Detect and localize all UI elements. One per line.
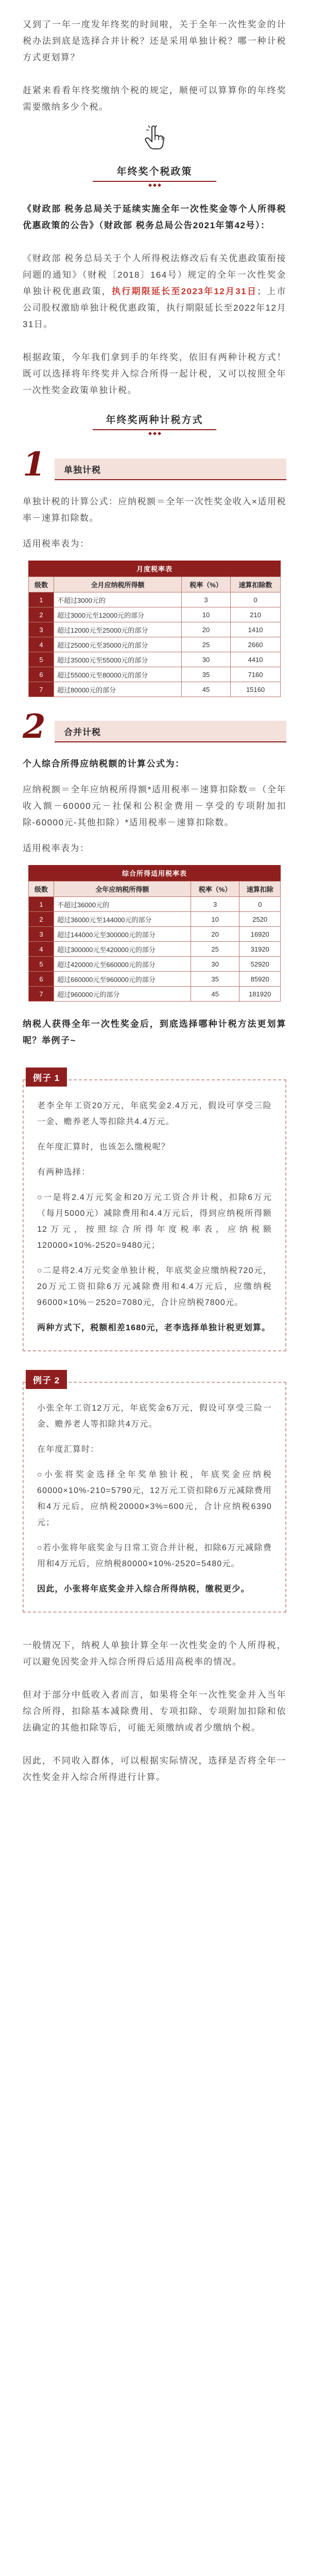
- table-cell: 210: [231, 607, 281, 622]
- method-1-header: [23, 445, 286, 484]
- example-tag: 例子 2: [26, 1370, 67, 1389]
- table-cell: 2660: [231, 637, 281, 652]
- table-cell: 20: [181, 622, 230, 637]
- table-level-cell: 2: [29, 607, 54, 622]
- intro-paragraph-1: 又到了一年一度发年终奖的时间啦，关于全年一次性奖金的计税办法到底是选择合并计税？还是采用单独计税？哪一种计税方式更划算？: [23, 20, 286, 62]
- table-row: [29, 957, 281, 972]
- policy-paragraph-1: 《财政部 税务总局关于延续实施全年一次性奖金等个人所得税优惠政策的公告》（财政部 税务总局公告2021年第42号）：: [23, 204, 286, 230]
- table-cell: 31920: [239, 942, 281, 957]
- table-level-cell: 5: [29, 957, 54, 972]
- table-cell: 超过960000元的部分: [54, 987, 191, 1002]
- table-row: [29, 942, 281, 957]
- table-caption: 综合所得适用税率表: [28, 865, 281, 881]
- table-row: [29, 897, 281, 912]
- intro-paragraph-2: 赶紧来看看年终奖缴纳个税的规定，顺便可以算算你的年终奖需要缴纳多少个税。: [23, 86, 286, 112]
- table-level-cell: 1: [29, 592, 54, 607]
- table-cell: 0: [239, 897, 281, 912]
- table-cell: 52920: [239, 957, 281, 972]
- table-cell: 15160: [231, 682, 281, 697]
- table-cell: 超过144000元至300000元的部分: [54, 927, 191, 942]
- table-cell: 超过300000元至420000元的部分: [54, 942, 191, 957]
- table-caption: 月度税率表: [28, 561, 281, 577]
- section-title-text: 年终奖两种计税方式: [106, 415, 203, 426]
- method-name: 单独计税: [64, 465, 101, 475]
- hand-pointer-icon: [23, 125, 286, 150]
- table-cell: 30: [191, 957, 239, 972]
- example-paragraph: 在年度汇算时，也该怎么缴税呢？: [37, 1143, 170, 1151]
- table-cell: 35: [181, 667, 230, 682]
- table-level-cell: 6: [29, 972, 54, 987]
- policy-text: 《财政部 税务总局关于个人所得税法修改后有关优惠政策衔接问题的通知》（财税〔2018〕164号）规定的全年一次性奖金单独计税优惠政策，: [23, 253, 286, 296]
- table-header-cell: 级数: [29, 882, 54, 897]
- table-level-cell: 1: [29, 897, 54, 912]
- table-level-cell: 5: [29, 652, 54, 667]
- table-level-cell: 3: [29, 622, 54, 637]
- table-row: [29, 927, 281, 942]
- table-cell: 30: [181, 652, 230, 667]
- policy-paragraph-2: [23, 250, 286, 333]
- table-row: [29, 622, 281, 637]
- title-underline: [93, 181, 216, 182]
- example-1: [23, 1067, 286, 1351]
- example-box: [23, 1382, 286, 1613]
- policy-paragraph-3: 根据政策，今年我们拿到手的年终奖，依旧有两种计税方式！既可以选择将年终奖并入综合所得一起计税，又可以按照全年一次性奖金政策单独计税。: [23, 352, 286, 395]
- example-paragraph: 有两种选择：: [37, 1168, 91, 1177]
- table-cell: 20: [191, 927, 239, 942]
- table-row: [29, 987, 281, 1002]
- table-level-cell: 2: [29, 912, 54, 927]
- table-cell: 超过12000元至25000元的部分: [54, 622, 182, 637]
- example-conclusion: 因此，小张将年底奖金并入综合所得纳税，缴税更少。: [37, 1585, 250, 1594]
- table-level-cell: 4: [29, 942, 54, 957]
- example-conclusion: 两种方式下，税额相差1680元，老李选择单独计税更划算。: [37, 1324, 271, 1332]
- method-1-table-intro: 适用税率表为：: [23, 539, 90, 549]
- title-ornament: [149, 432, 161, 435]
- method-name: 合并计税: [64, 727, 101, 737]
- table-cell: 4410: [231, 652, 281, 667]
- table-cell: 25: [191, 942, 239, 957]
- table-row: [29, 592, 281, 607]
- example-paragraph: 在年度汇算时：: [37, 1445, 99, 1454]
- policy-deadline-highlight: 执行期限延长至2023年12月31日: [112, 286, 258, 296]
- table-row: [29, 652, 281, 667]
- table-header-cell: 级数: [29, 577, 54, 592]
- example-tag: 例子 1: [26, 1067, 67, 1087]
- method-1-formula: 单独计税的计算公式：应纳税额＝全年一次性奖金收入×适用税率－速算扣除数。: [23, 497, 286, 523]
- method-name-bar: [55, 721, 286, 742]
- example-paragraph: ○一是将2.4万元奖金和20万元工资合并计税，扣除6万元（每月5000元）减除费用和4.4万元后，得到应纳税所得额12万元，按照综合所得年度税率表，应纳税额120000×10%-2520=9480元；: [37, 1193, 272, 1250]
- title-ornament: [149, 184, 161, 187]
- monthly-tax-rate-table: [28, 561, 281, 697]
- table-row: [29, 912, 281, 927]
- table-header-cell: 速算扣除数: [231, 577, 281, 592]
- table-header-cell: 速算扣除: [239, 882, 281, 897]
- example-paragraph: 小张全年工资12万元，年底奖金6万元，假设可享受三险一金、赡养老人等扣除共4万元。: [37, 1404, 272, 1429]
- table-cell: 25: [181, 637, 230, 652]
- table-cell: 超过3000元至12000元的部分: [54, 607, 182, 622]
- table-level-cell: 3: [29, 927, 54, 942]
- table-row: [29, 667, 281, 682]
- example-box: [23, 1079, 286, 1351]
- title-underline: [93, 429, 216, 430]
- table-row: [29, 637, 281, 652]
- table-cell: 超过660000元至960000元的部分: [54, 972, 191, 987]
- table-header-cell: 全月应纳税所得额: [54, 577, 182, 592]
- table-cell: 超过55000元至80000元的部分: [54, 667, 182, 682]
- table-cell: 不超过36000元的: [54, 897, 191, 912]
- table-cell: 45: [191, 987, 239, 1002]
- table-cell: 10: [181, 607, 230, 622]
- table-header-cell: 税率（%）: [181, 577, 230, 592]
- example-paragraph: ○二是将2.4万元奖金单独计税，年底奖金应缴纳税720元，20万元工资扣除6万元减除费用和4.4万元后，应缴纳税96000×10%－2520=7080元，合计应纳税7800元。: [37, 1266, 272, 1307]
- method-number: 2: [23, 707, 46, 746]
- table-cell: 35: [191, 972, 239, 987]
- table-cell: 2520: [239, 912, 281, 927]
- table-header-cell: 税率（%）: [191, 882, 239, 897]
- method-2-table-intro: 适用税率表为：: [23, 843, 90, 853]
- section-title-text: 年终奖个税政策: [116, 166, 193, 177]
- section-title-methods: [23, 412, 286, 435]
- method-2-lead: 个人综合所得应纳税额的计算公式为：: [23, 759, 185, 769]
- example-paragraph: 老李全年工资20万元，年底奖金2.4万元，假设可享受三险一金、赡养老人等扣除共4.4万元。: [37, 1101, 272, 1126]
- table-cell: 85920: [239, 972, 281, 987]
- table-row: [29, 972, 281, 987]
- table-cell: 10: [191, 912, 239, 927]
- method-name-bar: [55, 459, 286, 480]
- table-level-cell: 7: [29, 682, 54, 697]
- policy-text-tail: ；上市公司股权激励单独计税优惠政策，执行期限延长至2022年12月31日。: [23, 286, 287, 329]
- table-cell: 超过36000元至144000元的部分: [54, 912, 191, 927]
- section-title-policy: [23, 164, 286, 187]
- method-2-header: [23, 707, 286, 746]
- table-level-cell: 4: [29, 637, 54, 652]
- outro-paragraph-2: 但对于部分中低收入者而言，如果将全年一次性奖金并入当年综合所得，扣除基本减除费用、专项扣除、专项附加扣除和依法确定的其他扣除等后，可能无须缴纳或者少缴纳个税。: [23, 1690, 286, 1733]
- outro-paragraph-1: 一般情况下，纳税人单独计算全年一次性奖金的个人所得税，可以避免因奖金并入综合所得后适用高税率的情况。: [23, 1640, 286, 1667]
- table-cell: 16920: [239, 927, 281, 942]
- example-paragraph: ○若小张将年底奖金与日常工资合并计税，扣除6万元减除费用和4万元后，应纳税80000×10%-2520=5480元。: [37, 1544, 272, 1568]
- table-cell: 3: [181, 592, 230, 607]
- table-header-row: [29, 882, 281, 897]
- table-row: [29, 607, 281, 622]
- table-level-cell: 7: [29, 987, 54, 1002]
- table-cell: 超过35000元至55000元的部分: [54, 652, 182, 667]
- comparison-question: 纳税人获得全年一次性奖金后，到底选择哪种计税方法更划算呢？举例子~: [23, 1019, 286, 1045]
- table-cell: 181920: [239, 987, 281, 1002]
- table-cell: 1410: [231, 622, 281, 637]
- table-cell: 超过80000元的部分: [54, 682, 182, 697]
- annual-tax-rate-table: [28, 865, 281, 1002]
- table-cell: 0: [231, 592, 281, 607]
- example-2: [23, 1370, 286, 1613]
- table-header-row: [29, 577, 281, 592]
- table-cell: 3: [191, 897, 239, 912]
- method-2-formula: 应纳税额＝全年应纳税所得额*适用税率－速算扣除数＝（全年收入额－60000元－社保和公积金费用－享受的专项附加扣除-60000元-其他扣除）*适用税率－速算扣除数。: [23, 785, 286, 827]
- table-row: [29, 682, 281, 697]
- table-cell: 7160: [231, 667, 281, 682]
- table-cell: 不超过3000元的: [54, 592, 182, 607]
- outro-paragraph-3: 因此，不同收入群体，可以根据实际情况，选择是否将全年一次性奖金并入综合所得进行计算。: [23, 1756, 286, 1782]
- method-number: 1: [23, 445, 46, 484]
- table-header-cell: 全年应纳税所得额: [54, 882, 191, 897]
- table-cell: 45: [181, 682, 230, 697]
- example-paragraph: ○小张将奖金选择全年奖单独计税，年底奖金应纳税60000×10%-210=5790元，12万元工资扣除6万元减除费用和4万元后，应纳税20000×3%=600元，合计应纳税6390元；: [37, 1470, 272, 1527]
- table-cell: 超过420000元至660000元的部分: [54, 957, 191, 972]
- table-level-cell: 6: [29, 667, 54, 682]
- table-cell: 超过25000元至35000元的部分: [54, 637, 182, 652]
